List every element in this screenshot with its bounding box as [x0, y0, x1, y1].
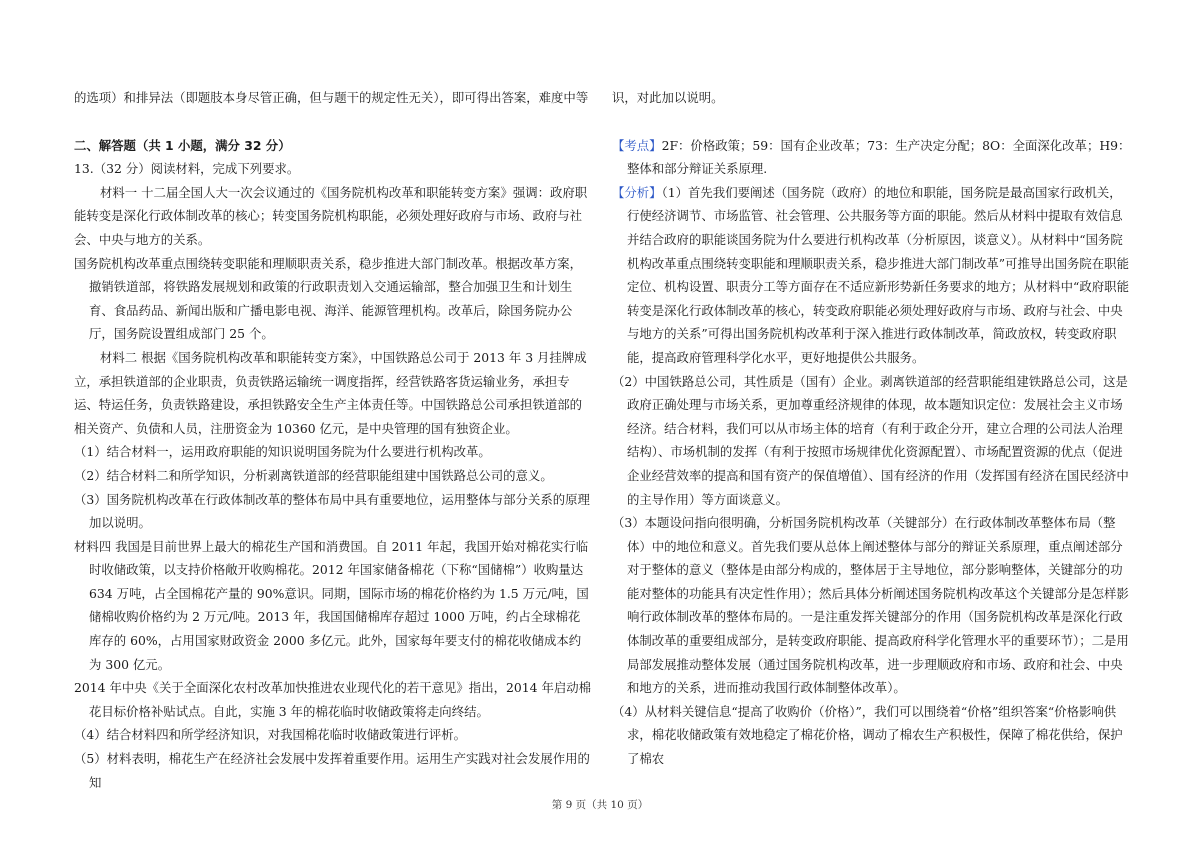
- paragraph-text: 材料四 我国是目前世界上最大的棉花生产国和消费国。自 2011 年起，我国开始对棉花实行临时收储政策，以支持价格敞开收购棉花。2012 年国家储备棉花（下称“国储棉”）收购量达 634 万吨，占全国棉花产量的 90%意识。同期，国际市场的棉花价格约为 1.5 万元/吨，国储棉收购价格约为 2 万元/吨。2013 年，我国国储棉库存超过 1000 万吨，约占全球棉花库存的 60%，占用国家财政资金 2000 多亿元。此外，国家每年要支付的棉花收储成本约为 300 亿元。: [74, 538, 589, 672]
- left-paragraph-l10: [74, 535, 592, 677]
- left-paragraph-gap1: [74, 110, 592, 134]
- right-paragraph-r2: [612, 134, 1132, 181]
- paragraph-text: （1）结合材料一，运用政府职能的知识说明国务院为什么要进行机构改革。: [74, 444, 491, 460]
- left-paragraph-l3: [74, 157, 592, 181]
- right-paragraph-gap2: [612, 110, 1132, 134]
- right-paragraph-r5: [612, 511, 1132, 700]
- paragraph-text: （3）国务院机构改革在行政体制改革的整体布局中具有重要地位，运用整体与部分关系的原理加以说明。: [74, 491, 590, 531]
- right-column: [612, 86, 1132, 771]
- left-paragraph-l8: [74, 464, 592, 488]
- paragraph-text: 材料二 根据《国务院机构改革和职能转变方案》，中国铁路总公司于 2013 年 3 月挂牌成立，承担铁道部的企业职责，负责铁路运输统一调度指挥，经营铁路客货运输业务，承担专运、特运任务，负责铁路建设，承担铁路安全生产主体责任等。中国铁路总公司承担铁道部的相关资产、负债和人员，注册资金为 10360 亿元，是中央管理的国有独资企业。: [74, 349, 587, 436]
- paragraph-text: （4）从材料关键信息“提高了收购价（价格）”，我们可以围绕着“价格”组织答案“价格影响供求，棉花收储政策有效地稳定了棉花价格，调动了棉农生产积极性，保障了棉花供给，保护了棉农: [612, 703, 1123, 767]
- paragraph-text: （5）材料表明，棉花生产在经济社会发展中发挥着重要作用。运用生产实践对社会发展作用的知: [74, 751, 590, 790]
- paragraph-text: 二、解答题（共 1 小题，满分 32 分）: [74, 137, 291, 153]
- section-tag: 【分析】: [612, 184, 662, 200]
- paragraph-text: （4）结合材料四和所学经济知识，对我国棉花临时收储政策进行评析。: [74, 727, 466, 743]
- left-paragraph-l1: [74, 86, 592, 110]
- left-paragraph-l7: [74, 440, 592, 464]
- paragraph-text: （2）中国铁路总公司，其性质是（国有）企业。剥离铁道部的经营职能组建铁路总公司，这是政府正确处理与市场关系，更加尊重经济规律的体现，故本题知识定位：发展社会主义市场经济。结合材料，我们可以从市场主体的培育（有利于政企分开，建立合理的公司法人治理结构）、市场机制的发挥（有利于按照市场规律优化资源配置）、市场配置资源的优点（促进企业经营效率的提高和国有资产的保值增值）、国有经济的作用（发挥国有经济在国民经济中的主导作用）等方面谈意义。: [612, 373, 1129, 507]
- left-paragraph-l5: [74, 252, 592, 346]
- right-paragraph-r1: [612, 86, 1132, 110]
- left-paragraph-l2: [74, 134, 592, 158]
- left-paragraph-l12: [74, 723, 592, 747]
- left-paragraph-l11: [74, 676, 592, 723]
- paragraph-text: （3）本题设问指向很明确，分析国务院机构改革（关键部分）在行政体制改革整体布局（整体）中的地位和意义。首先我们要从总体上阐述整体与部分的辩证关系原理，重点阐述部分对于整体的意义（整体是由部分构成的，整体居于主导地位，部分影响整体，关键部分的功能对整体的功能具有决定性作用）；然后具体分析阐述国务院机构改革这个关键部分是怎样影响行政体制改革的整体布局的。一是注重发挥关键部分的作用（国务院机构改革是深化行政体制改革的重要组成部分，是转变政府职能、提高政府科学化管理水平的重要环节）；二是用局部发展推动整体发展（通过国务院机构改革，进一步理顺政府和市场、政府和社会、中央和地方的关系，进而推动我国行政体制整体改革）。: [612, 515, 1129, 696]
- right-paragraph-r4: [612, 370, 1132, 512]
- paragraph-text: 2F：价格政策；59：国有企业改革；73：生产决定分配；8O：全面深化改革；H9：整体和部分辩证关系原理.: [627, 137, 1131, 177]
- left-paragraph-l13: [74, 747, 592, 794]
- paragraph-text: （2）结合材料二和所学知识，分析剥离铁道部的经营职能组建中国铁路总公司的意义。: [74, 467, 553, 483]
- paragraph-text: 13.（32 分）阅读材料，完成下列要求。: [74, 161, 300, 177]
- paragraph-text: 材料一 十二届全国人大一次会议通过的《国务院机构改革和职能转变方案》强调：政府职能转变是深化行政体制改革的核心；转变国务院机构职能，必须处理好政府与市场、政府与社会、中央与地方的关系。: [74, 184, 588, 247]
- paragraph-text: 识，对此加以说明。: [612, 90, 724, 105]
- paragraph-text: 的选项）和排异法（即题肢本身尽管正确，但与题干的规定性无关），即可得出答案，难度中等: [74, 90, 589, 105]
- paragraph-text: 2014 年中央《关于全面深化农村改革加快推进农业现代化的若干意见》指出，2014 年启动棉花目标价格补贴试点。自此，实施 3 年的棉花临时收储政策将走向终结。: [74, 680, 592, 719]
- right-paragraph-r3: [612, 181, 1132, 370]
- page-footer: 第 9 页（共 10 页）: [551, 799, 649, 811]
- paragraph-text: （1）首先我们要阐述（国务院（政府）的地位和职能，国务院是最高国家行政机关，行使经济调节、市场监管、社会管理、公共服务等方面的职能。然后从材料中提取有效信息并结合政府的职能谈国务院为什么要进行机构改革（分析原因，谈意义）。从材料中“国务院机构改革重点围绕转变职能和理顺职责关系，稳步推进大部门制改革”可推导出国务院在职能定位、机构设置、职责分工等方面存在不适应新形势新任务要求的地方；从材料中“政府职能转变是深化行政体制改革的核心，转变政府职能必须处理好政府与市场、政府与社会、中央与地方的关系”可得出国务院机构改革利于深入推进行政体制改革，简政放权，转变政府职能，提高政府管理科学化水平，更好地提供公共服务。: [627, 184, 1129, 365]
- section-tag: 【考点】: [612, 137, 662, 153]
- left-column: [74, 86, 592, 794]
- left-paragraph-l6: [74, 346, 592, 440]
- left-paragraph-l4: [74, 181, 592, 252]
- paragraph-text: 国务院机构改革重点围绕转变职能和理顺职责关系，稳步推进大部门制改革。根据改革方案，撤销铁道部，将铁路发展规划和政策的行政职责划入交通运输部，整合加强卫生和计划生育、食品药品、新闻出版和广播电影电视、海洋、能源管理机构。改革后，除国务院办公厅，国务院设置组成部门 25 个。: [74, 255, 583, 342]
- right-paragraph-r6: [612, 700, 1132, 771]
- left-paragraph-l9: [74, 488, 592, 535]
